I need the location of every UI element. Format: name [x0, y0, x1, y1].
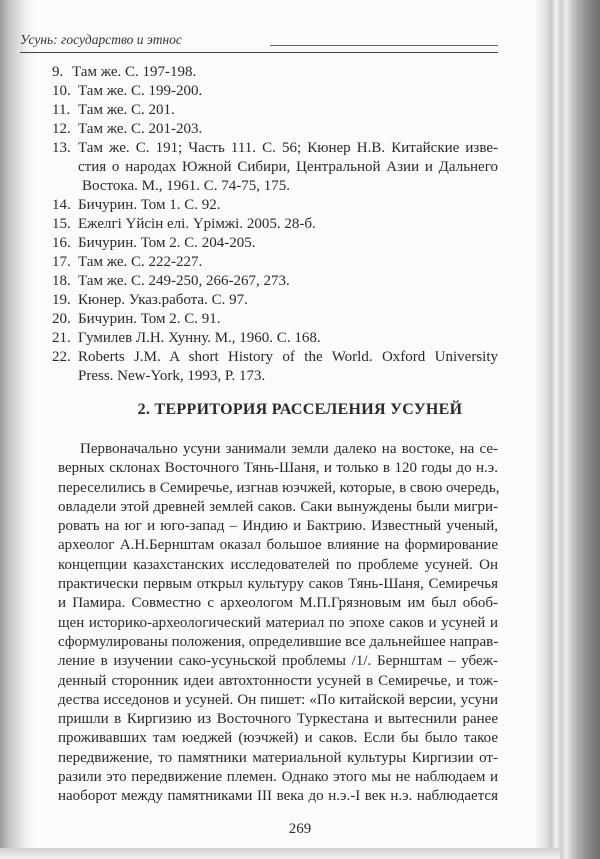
body-line: ровать на юг и юго-запад – Индию и Бактрию. Известный ученый, [58, 518, 498, 535]
body-line: археолог А.Н.Бернштам оказал большое влияние на формирование [58, 537, 498, 554]
endnote-item [52, 272, 498, 291]
page-left-shadow [0, 0, 34, 859]
body-line: ление в изучении сако-усуньской проблемы /1/. Бернштам – убеж- [58, 653, 498, 670]
endnote-line: Востока. М., 1961. С. 74-75, 175. [82, 178, 290, 194]
endnote-line: Roberts J.M. A short History of the World. Oxford University [78, 349, 498, 365]
endnote-line: Там же. С. 197-198. [72, 64, 197, 80]
endnote-line: Там же. С. 222-227. [78, 254, 203, 270]
endnote-line: Гумилев Л.Н. Хунну. М., 1960. С. 168. [78, 330, 321, 346]
endnote-line: Бичурин. Том 2. С. 91. [78, 311, 221, 327]
endnote-number: 18. [52, 273, 71, 289]
body-line: сформулированы положения, определившие все дальнейшее направ- [58, 633, 499, 650]
endnote-item [52, 329, 498, 348]
endnote-line: Там же. С. 249-250, 266-267, 273. [78, 273, 290, 289]
endnote-line: стия о народах Южной Сибири, Центральной Азии и Дальнего [78, 159, 498, 175]
body-line: дества исседонов и усуней. Он пишет: «По китайской версии, усуни [58, 691, 498, 708]
endnote-number: 22. [52, 349, 71, 365]
endnote-line: Бичурин. Том 2. С. 204-205. [78, 235, 256, 251]
endnote-item [52, 348, 498, 386]
body-line: переселились в Семиречье, изгнав юэчжей, которые, в свою очередь, [58, 479, 500, 496]
endnote-number: 16. [52, 235, 71, 251]
endnote-number: 9. [52, 64, 64, 80]
endnote-item [52, 82, 498, 101]
section-heading: 2. ТЕРРИТОРИЯ РАССЕЛЕНИЯ УСУНЕЙ [137, 401, 463, 418]
endnote-line: Там же. С. 201-203. [78, 121, 203, 137]
endnote-number: 15. [52, 216, 71, 232]
endnote-line: Press. New-York, 1993, P. 173. [78, 368, 266, 384]
body-text [58, 440, 498, 807]
endnotes-list [52, 63, 498, 386]
body-line: практически первым открыл культуру саков Тянь-Шаня, Семиречья [58, 576, 498, 593]
body-line: верных склонах Восточного Тянь-Шаня, и только в 120 годы до н.э. [58, 460, 498, 477]
endnote-number: 21. [52, 330, 71, 346]
endnote-item [52, 253, 498, 272]
endnote-number: 20. [52, 311, 71, 327]
endnote-item [52, 310, 498, 329]
endnote-item [52, 196, 498, 215]
endnote-line: Кюнер. Указ.работа. С. 97. [78, 292, 248, 308]
endnote-line: Там же. С. 191; Часть 111. С. 56; Кюнер Н.В. Китайские изве- [78, 140, 498, 156]
endnote-item [52, 101, 498, 120]
endnote-item [52, 291, 498, 310]
endnote-number: 17. [52, 254, 71, 270]
body-line: концепции казахстанских исследователей по проблеме усуней. Он [58, 556, 498, 573]
page-bottom-edge [0, 848, 560, 859]
endnote-item [52, 234, 498, 253]
endnote-item [52, 139, 498, 196]
endnote-number: 19. [52, 292, 71, 308]
endnote-line: Там же. С. 201. [78, 102, 175, 118]
header-rule [20, 52, 498, 53]
endnote-line: Там же. С. 199-200. [78, 83, 203, 99]
page-number: 269 [288, 821, 312, 837]
endnote-line: Бичурин. Том 1. С. 92. [78, 197, 221, 213]
endnote-number: 11. [52, 102, 71, 118]
endnote-item [52, 120, 498, 139]
running-header: Усунь: государство и этнос [20, 32, 182, 47]
endnote-number: 14. [52, 197, 71, 213]
body-line: щен историко-археологический материал по эпохе саков и усуней и [58, 614, 498, 631]
body-line: пришли в Киргизию из Восточного Туркестана и вытеснили ранее [58, 711, 498, 728]
endnote-number: 12. [52, 121, 71, 137]
endnote-item [52, 215, 498, 234]
body-line: проживавших там юеджей (юэчжей) и саков. Если бы было такое [58, 730, 498, 747]
body-line: и Памира. Совместно с археологом М.П.Грязновым им был обоб- [58, 595, 498, 612]
endnote-number: 13. [52, 140, 71, 156]
header-rule-upper [270, 45, 498, 46]
endnote-item [52, 63, 498, 82]
book-binding-shadow [535, 0, 600, 859]
endnote-line: Ежелгі Үйсін елі. Үрімжі. 2005. 28-б. [78, 216, 316, 232]
body-line: овладели этой древней землей саков. Саки вынуждены были мигри- [58, 498, 498, 515]
body-line: Первоначально усуни занимали земли далеко на востоке, на се- [80, 441, 498, 457]
body-line: наоборот между памятниками III века до н.э.-I век н.э. наблюдается [58, 788, 498, 805]
body-line: денный сторонник идеи автохтонности усуней в Семиречье, и тож- [58, 672, 498, 689]
endnote-number: 10. [52, 83, 71, 99]
body-line: разили это передвижение племен. Однако этого мы не наблюдаем и [58, 769, 498, 786]
body-line: передвижение, то памятники материальной культуры Киргизии от- [58, 749, 498, 766]
